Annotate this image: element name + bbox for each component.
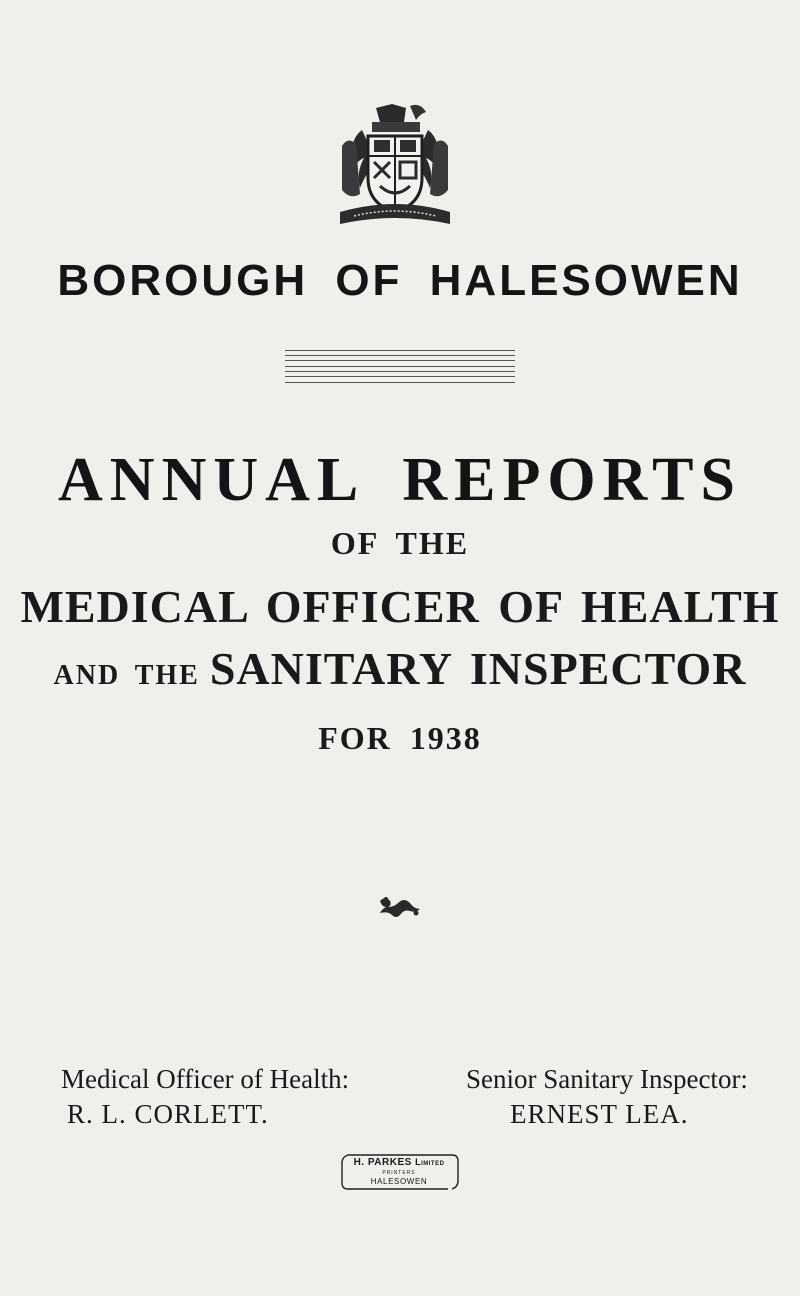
printer-name: H. PARKES [353, 1157, 412, 1168]
annual-reports-heading: ANNUAL REPORTS [58, 446, 742, 514]
sanitary-inspector-heading [0, 642, 800, 695]
printer-suffix: Limited [415, 1157, 445, 1167]
printer-name-line [338, 1157, 460, 1168]
flourish-ornament-icon [376, 893, 424, 919]
sanitary-inspector-label: Senior Sanitary Inspector: [466, 1064, 748, 1094]
double-rule-divider [285, 350, 515, 390]
sanitary-inspector-text: SANITARY INSPECTOR [209, 643, 747, 694]
printer-imprint [338, 1153, 460, 1191]
of-the-line: OF THE [330, 525, 470, 561]
medical-officer-credit [61, 1062, 349, 1132]
sanitary-inspector-credit [466, 1062, 748, 1132]
sanitary-inspector-name: ERNEST LEA. [510, 1099, 689, 1129]
coat-of-arms-icon [332, 100, 458, 230]
report-year: FOR 1938 [318, 720, 482, 756]
medical-officer-label: Medical Officer of Health: [61, 1064, 350, 1094]
printer-role: PRINTERS [382, 1170, 416, 1176]
and-the-prefix: AND THE [53, 660, 200, 691]
borough-title: BOROUGH OF HALESOWEN [57, 256, 743, 305]
printer-town: HALESOWEN [370, 1177, 428, 1186]
medical-officer-name: R. L. CORLETT. [67, 1099, 269, 1129]
medical-officer-heading: MEDICAL OFFICER OF HEALTH [20, 581, 780, 632]
